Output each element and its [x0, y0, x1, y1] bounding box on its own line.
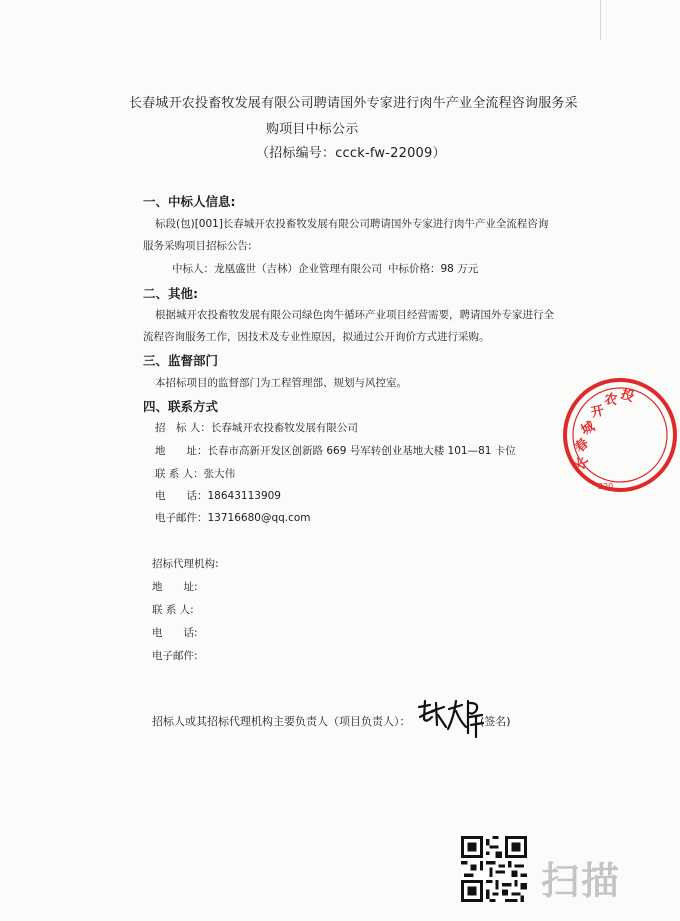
qr-code: [461, 836, 527, 902]
company-seal-stamp: [560, 375, 680, 495]
svg-text:长: 长: [572, 454, 592, 473]
agency-address: 地 址:: [152, 581, 198, 593]
tender-number: （招标编号：ccck-fw-22009）: [256, 146, 446, 161]
section1-para-line1: 标段(包)[001]长春城开农投畜牧发展有限公司聘请国外专家进行肉牛产业全流程咨询: [155, 218, 549, 230]
doc-title-line2: 购项目中标公示: [266, 122, 359, 137]
signature-suffix: (签名): [480, 715, 511, 728]
agency-email: 电子邮件:: [152, 650, 198, 662]
winning-price: 中标价格：98 万元: [388, 263, 479, 275]
agency-phone: 电 话:: [152, 627, 198, 639]
svg-text:农: 农: [603, 392, 618, 409]
svg-text:春: 春: [572, 436, 593, 456]
contact-tenderer: 招 标 人：长春城开农投畜牧发展有限公司: [155, 422, 358, 434]
section3-para: 本招标项目的监督部门为工程管理部、规划与风控室。: [155, 377, 407, 389]
scanner-app-watermark: 扫描: [541, 859, 622, 903]
svg-text:城: 城: [578, 419, 598, 439]
section2-heading: 二、其他:: [143, 286, 198, 301]
svg-text:开: 开: [589, 403, 606, 421]
section2-para-line1: 根据城开农投畜牧发展有限公司绿色肉牛循环产业项目经营需要，聘请国外专家进行全: [155, 309, 554, 321]
contact-phone: 电 话：18643113909: [155, 490, 281, 502]
doc-title-line1: 长春城开农投畜牧发展有限公司聘请国外专家进行肉牛产业全流程咨询服务采: [129, 96, 578, 111]
section1-heading: 一、中标人信息:: [143, 194, 236, 209]
section1-para-line2: 服务采购项目招标公告:: [143, 240, 252, 252]
section2-para-line2: 流程咨询服务工作，因技术及专业性原因，拟通过公开询价方式进行采购。: [143, 331, 490, 343]
svg-text:220: 220: [598, 482, 614, 491]
section4-heading: 四、联系方式: [143, 399, 219, 414]
section3-heading: 三、监督部门: [143, 353, 219, 368]
svg-text:投: 投: [618, 386, 636, 406]
contact-address: 地 址：长春市高新开发区创新路 669 号军转创业基地大楼 101—81 卡位: [155, 445, 516, 457]
agency-contact: 联 系 人:: [152, 604, 194, 616]
winner-name: 中标人：龙凰盛世（吉林）企业管理有限公司: [172, 263, 382, 275]
handwritten-signature: [416, 697, 488, 739]
contact-email: 电子邮件：13716680@qq.com: [155, 512, 311, 524]
scan-edge-line: [600, 0, 601, 40]
agency-label: 招标代理机构:: [152, 558, 219, 570]
contact-person: 联 系 人：张大伟: [155, 468, 236, 480]
signature-line-label: 招标人或其招标代理机构主要负责人（项目负责人）：: [152, 715, 411, 728]
